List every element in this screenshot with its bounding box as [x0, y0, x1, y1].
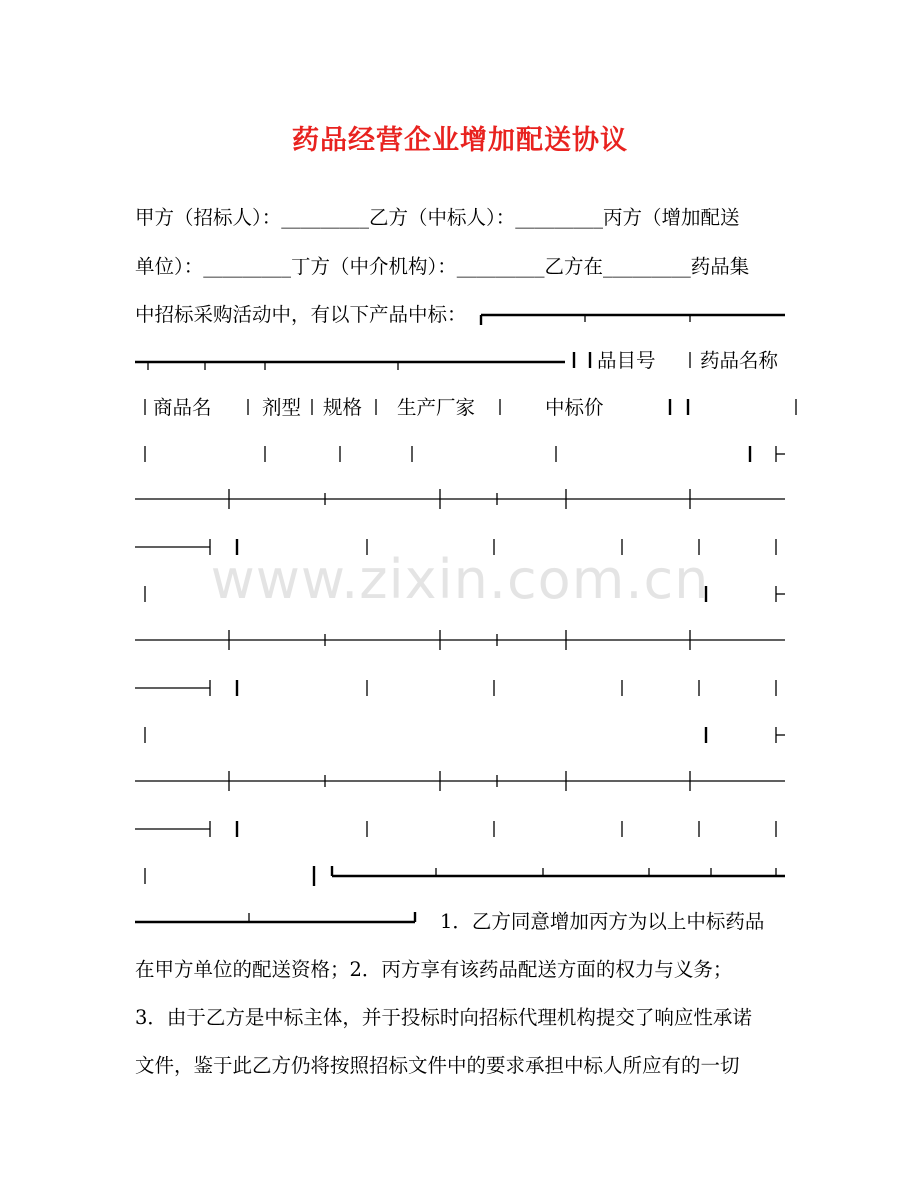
clause-1-start: 1．乙方同意增加丙方为以上中标药品	[440, 910, 765, 933]
clause-1-end: 在甲方单位的配送资格；2．丙方享有该药品配送方面的权力与义务；	[135, 958, 733, 981]
paragraph-line-2: 单位）：_________丁方（中介机构）：_________乙方在_________药品集	[135, 255, 750, 278]
watermark: www.zixin.com.cn	[210, 548, 710, 611]
header-manufacturer: 生产厂家	[397, 396, 476, 419]
header-specification: 规格	[323, 396, 363, 419]
clause-3-line-2: 文件，鉴于此乙方仍将按照招标文件中的要求承担中标人所应有的一切	[135, 1054, 740, 1077]
header-drug-name: 药品名称	[700, 349, 779, 372]
document-title: 药品经营企业增加配送协议	[292, 125, 628, 156]
header-product-name: 商品名	[153, 396, 212, 419]
header-dosage-form: 剂型	[262, 396, 302, 419]
clause-3-line-1: 3．由于乙方是中标主体，并于投标时向招标代理机构提交了响应性承诺	[135, 1006, 752, 1029]
header-winning-price: 中标价	[545, 396, 604, 419]
paragraph-line-3: 中招标采购活动中，有以下产品中标：	[135, 303, 467, 326]
header-item-number: 品目号	[597, 349, 656, 372]
paragraph-line-1: 甲方（招标人）：_________乙方（中标人）：_________丙方（增加配送	[135, 206, 740, 229]
